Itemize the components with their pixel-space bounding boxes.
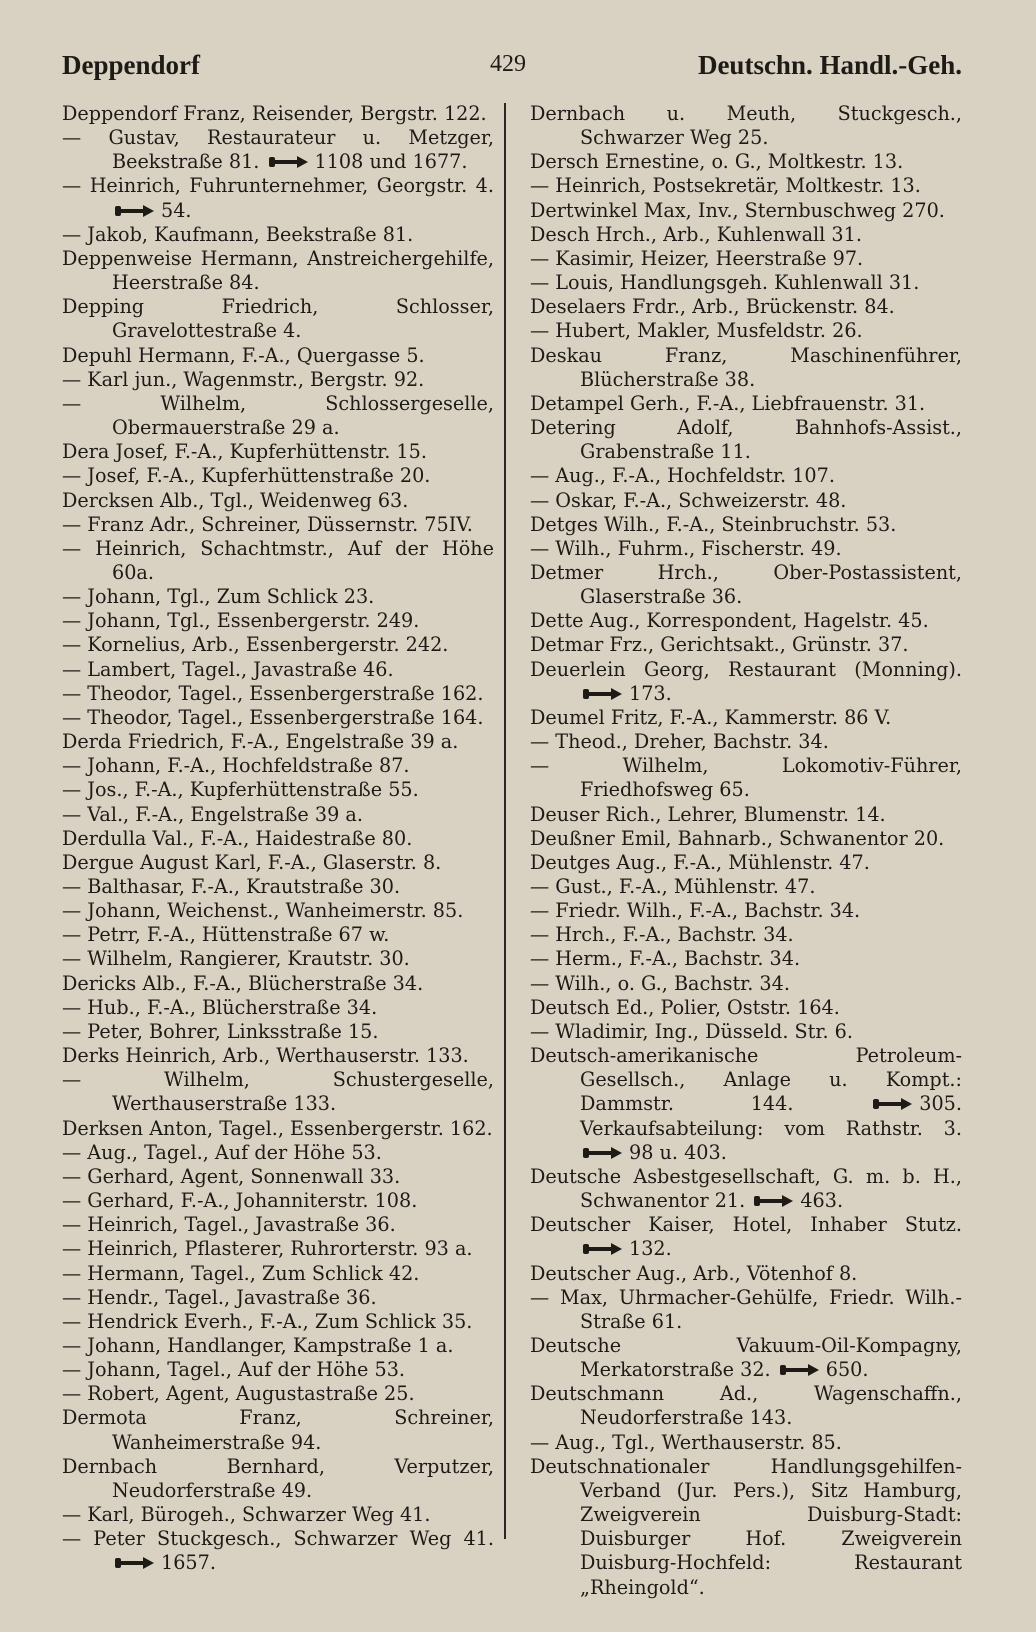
directory-entry [530,489,962,513]
telephone-icon [872,1097,914,1111]
directory-entry [62,947,494,971]
directory-entry [530,464,962,488]
directory-entry [62,754,494,778]
directory-entry [530,1431,962,1455]
directory-entry [62,1382,494,1406]
telephone-icon [582,1146,624,1160]
entry-text: Deumel Fritz, F.-A., Kammerstr. 86 V. [530,705,892,729]
directory-entry [530,633,962,657]
entry-text: — Balthasar, F.-A., Krautstraße 30. [62,875,401,898]
directory-entry [62,996,494,1020]
entry-text: — Josef, F.-A., Kupferhüttenstraße 20. [62,464,431,488]
directory-entry [62,803,494,827]
entry-text: — Herm., F.-A., Bachstr. 34. [530,947,801,971]
entry-text: Dernbach u. Meuth, Stuckgesch., Schwarzer Weg 25. [530,102,962,150]
telephone-number: 98 u. 403. [629,1140,727,1164]
page-header [62,50,962,84]
directory-entry [530,972,962,996]
entry-text: — Jakob, Kaufmann, Beekstraße 81. [62,222,414,246]
directory-entry [62,368,494,392]
entry-text: Deppendorf Franz, Reisender, Bergstr. 122. [62,102,487,125]
entry-text: — Hendr., Tagel., Javastraße 36. [62,1285,377,1309]
entry-text: — Franz Adr., Schreiner, Düssernstr. 75IV. [62,512,473,536]
entry-text: — Louis, Handlungsgeh. Kuhlenwall 31. [530,271,920,295]
entry-text: Deuerlein Georg, Restaurant (Monning). [530,657,962,681]
telephone-number: 54. [161,198,192,222]
entry-text: — Oskar, F.-A., Schweizerstr. 48. [530,488,847,512]
entry-text: Derdulla Val., F.-A., Haidestraße 80. [62,826,413,850]
directory-entry [530,706,962,730]
directory-entry [530,344,962,392]
directory-entry [62,851,494,875]
directory-entry [530,658,962,706]
directory-entry [62,440,494,464]
entry-text: Deutsche Asbestgesellschaft, G. m. b. H., Schwanentor 21. [530,1164,962,1213]
directory-entry [530,1165,962,1213]
entry-text: Deskau Franz, Maschinenführer, Blücherstraße 38. [530,343,962,391]
entry-text: — Max, Uhrmacher-Gehülfe, Friedr. Wilh.-Straße 61. [530,1285,962,1333]
telephone-number: 173. [629,681,672,705]
directory-entry [62,1141,494,1165]
directory-entry [530,102,962,150]
telephone-icon [582,1242,624,1256]
entry-text: — Wilhelm, Rangierer, Krautstr. 30. [62,947,410,971]
telephone-icon [114,204,156,218]
header-left-keyword: Deppendorf [62,50,201,80]
directory-entry [530,295,962,319]
directory-entry [530,1044,962,1165]
entry-text: Derks Heinrich, Arb., Werthauserstr. 133. [62,1044,469,1068]
directory-entry [62,778,494,802]
directory-entry [62,537,494,585]
directory-entry [530,875,962,899]
entry-text: Depping Friedrich, Schlosser, Gravelottestraße 4. [62,295,494,343]
entry-text: — Theodor, Tagel., Essenbergerstraße 164. [62,705,484,729]
entry-text: — Johann, Handlanger, Kampstraße 1 a. [62,1333,454,1357]
directory-entry [530,150,962,174]
directory-entry [62,1020,494,1044]
entry-text: Detges Wilh., F.-A., Steinbruchstr. 53. [530,512,897,536]
directory-entry [530,827,962,851]
directory-entry [62,1406,494,1454]
entry-text: — Theodor, Tagel., Essenbergerstraße 162. [62,681,484,705]
directory-entry [530,174,962,198]
directory-entry [62,923,494,947]
directory-entry [530,392,962,416]
entry-text: Deutschmann Ad., Wagenschaffn., Neudorferstraße 143. [530,1382,962,1430]
entry-text: — Wilh., Fuhrm., Fischerstr. 49. [530,536,842,560]
directory-entry [62,102,494,126]
directory-entry [530,271,962,295]
directory-entry [530,1213,962,1261]
entry-text: — Hub., F.-A., Blücherstraße 34. [62,995,378,1019]
entry-text: — Hubert, Makler, Musfeldstr. 26. [530,319,863,343]
entry-text: Deutsch Ed., Polier, Oststr. 164. [530,995,840,1019]
directory-entry [530,247,962,271]
directory-entry [62,899,494,923]
entry-text: — Lambert, Tagel., Javastraße 46. [62,657,394,681]
entry-text: Dernbach Bernhard, Verputzer, Neudorferstraße 49. [62,1454,494,1502]
directory-entry [62,247,494,295]
directory-entry [530,899,962,923]
directory-entry [62,730,494,754]
directory-entry [530,1020,962,1044]
entry-text: Deppenweise Hermann, Anstreichergehilfe, Heerstraße 84. [62,246,494,295]
entry-text: — Wilhelm, Schustergeselle, Werthauserstraße 133. [62,1068,494,1116]
entry-text: — Johann, Tagel., Auf der Höhe 53. [62,1358,405,1382]
directory-entry [530,851,962,875]
entry-text: — Peter Stuckgesch., Schwarzer Weg 41. [62,1527,494,1551]
entry-text: Deuser Rich., Lehrer, Blumenstr. 14. [530,802,886,826]
directory-entry [62,609,494,633]
entry-text: — Gerhard, Agent, Sonnenwall 33. [62,1164,401,1188]
entry-text: — Karl jun., Wagenmstr., Bergstr. 92. [62,367,425,391]
entry-text: Detampel Gerh., F.-A., Liebfrauenstr. 31. [530,391,926,415]
telephone-icon [114,1556,156,1570]
directory-entry [62,1310,494,1334]
directory-entry [530,609,962,633]
entry-text: Dera Josef, F.-A., Kupferhüttenstr. 15. [62,440,427,464]
entry-text: — Gerhard, F.-A., Johanniterstr. 108. [62,1189,418,1213]
entry-text: Deutges Aug., F.-A., Mühlenstr. 47. [530,850,870,874]
directory-entry [530,416,962,464]
directory-entry [62,633,494,657]
entry-text: — Karl, Bürogeh., Schwarzer Weg 41. [62,1503,431,1527]
directory-entry [62,972,494,996]
telephone-icon [753,1194,795,1208]
header-right-keyword: Deutschn. Handl.-Geh. [697,50,962,80]
telephone-icon [779,1363,821,1377]
column-divider [504,103,506,1539]
directory-entry [530,1382,962,1430]
entry-text: — Wilh., o. G., Bachstr. 34. [530,971,790,995]
directory-entry [530,537,962,561]
entry-text: — Robert, Agent, Augustastraße 25. [62,1382,415,1406]
entry-text: Depuhl Hermann, F.-A., Quergasse 5. [62,343,425,367]
entry-text: — Heinrich, Postsekretär, Moltkestr. 13. [530,174,921,198]
entry-text: Dersch Ernestine, o. G., Moltkestr. 13. [530,150,904,174]
left-column [62,102,494,1576]
entry-text: Detering Adolf, Bahnhofs-Assist., Grabenstraße 11. [530,416,962,464]
directory-entry [62,1286,494,1310]
entry-text: — Theod., Dreher, Bachstr. 34. [530,730,829,754]
directory-entry [62,513,494,537]
entry-text: — Hermann, Tagel., Zum Schlick 42. [62,1261,420,1285]
directory-entry [62,1044,494,1068]
entry-text: Deutscher Kaiser, Hotel, Inhaber Stutz. [530,1213,962,1237]
entry-text: Dericks Alb., F.-A., Blücherstraße 34. [62,971,424,995]
directory-entry [530,730,962,754]
directory-entry [62,1237,494,1261]
entry-text: — Petrr, F.-A., Hüttenstraße 67 w. [62,923,390,947]
entry-text: — Wladimir, Ing., Düsseld. Str. 6. [530,1019,853,1043]
directory-entry [530,1334,962,1382]
directory-entry [62,1527,494,1575]
entry-text: — Heinrich, Fuhrunternehmer, Georgstr. 4. [62,174,494,198]
entry-text: — Kasimir, Heizer, Heerstraße 97. [530,246,864,270]
entry-text: Deutsch-amerikanische Petroleum-Gesellsch., Anlage u. Kompt.: Dammstr. 144. [530,1044,962,1116]
entry-text: Deußner Emil, Bahnarb., Schwanentor 20. [530,826,945,850]
entry-text: — Val., F.-A., Engelstraße 39 a. [62,802,363,826]
directory-entry [62,1503,494,1527]
entry-text: Derda Friedrich, F.-A., Engelstraße 39 a. [62,730,459,754]
directory-entry [62,658,494,682]
directory-entry [530,513,962,537]
entry-text: — Gustav, Restaurateur u. Metzger, Beekstraße 81. [62,126,494,174]
directory-entry [530,754,962,802]
entry-text: — Wilhelm, Lokomotiv-Führer, Friedhofsweg 65. [530,754,962,802]
directory-entry [62,875,494,899]
directory-entry [62,1455,494,1503]
entry-text: Deselaers Frdr., Arb., Brückenstr. 84. [530,295,895,319]
telephone-number: 305. [919,1092,962,1116]
entry-text: — Jos., F.-A., Kupferhüttenstraße 55. [62,778,419,802]
directory-entry [530,803,962,827]
entry-text: Derksen Anton, Tagel., Essenbergerstr. 162. [62,1116,493,1140]
entry-text: — Johann, Tgl., Essenbergerstr. 249. [62,609,420,633]
entry-text-continued: Verkaufsabteilung: vom Rathstr. 3. [580,1116,962,1140]
entry-text: Dergue August Karl, F.-A., Glaserstr. 8. [62,850,442,874]
entry-text: Detmer Hrch., Ober-Postassistent, Glaserstraße 36. [530,560,962,609]
directory-entry [62,1262,494,1286]
entry-text: — Friedr. Wilh., F.-A., Bachstr. 34. [530,899,861,923]
entry-text: Desch Hrch., Arb., Kuhlenwall 31. [530,222,862,246]
entry-text: — Johann, Weichenst., Wanheimerstr. 85. [62,899,464,923]
directory-entry [530,1286,962,1334]
entry-text: — Heinrich, Schachtmstr., Auf der Höhe 60a. [62,536,494,584]
right-column [530,102,962,1600]
entry-text: — Peter, Bohrer, Linksstraße 15. [62,1019,379,1043]
entry-text: Dertwinkel Max, Inv., Sternbuschweg 270. [530,198,945,222]
directory-entry [62,1358,494,1382]
entry-text: — Heinrich, Tagel., Javastraße 36. [62,1213,396,1237]
telephone-icon [268,155,310,169]
entry-text: Deutschnationaler Handlungsgehilfen-Verband (Jur. Pers.), Sitz Hamburg, Zweigverein Duisburg-Stadt: Duisburger Hof. Zweigverein Duisburg-Hochfeld: Restaurant „Rheingold“. [530,1454,962,1599]
entry-text: — Johann, Tgl., Zum Schlick 23. [62,585,375,609]
directory-entry [530,996,962,1020]
entry-text: — Aug., Tgl., Werthauserstr. 85. [530,1430,842,1454]
telephone-number: 1108 und 1677. [314,150,468,174]
entry-text: Dercksen Alb., Tgl., Weidenweg 63. [62,488,409,512]
entry-text: Deutsche Vakuum-Oil-Kompagny, Merkatorstraße 32. [530,1333,962,1382]
directory-entry [62,1117,494,1141]
directory-entry [62,1189,494,1213]
directory-entry [62,1213,494,1237]
directory-entry [62,392,494,440]
telephone-icon [582,687,624,701]
telephone-number: 650. [825,1358,869,1382]
telephone-number: 132. [629,1237,672,1261]
directory-entry [62,489,494,513]
entry-text: — Kornelius, Arb., Essenbergerstr. 242. [62,633,449,657]
directory-entry [62,223,494,247]
entry-text: — Hendrick Everh., F.-A., Zum Schlick 35. [62,1309,473,1333]
directory-entry [530,561,962,609]
directory-entry [62,174,494,222]
entry-text: Dermota Franz, Schreiner, Wanheimerstraße 94. [62,1406,494,1454]
directory-entry [62,1165,494,1189]
entry-text: Detmar Frz., Gerichtsakt., Grünstr. 37. [530,633,909,657]
directory-entry [62,585,494,609]
entry-text: Deutscher Aug., Arb., Vötenhof 8. [530,1261,858,1285]
directory-entry [530,923,962,947]
directory-entry [62,827,494,851]
directory-entry [530,319,962,343]
directory-entry [62,1068,494,1116]
directory-entry [530,1262,962,1286]
directory-entry [62,1334,494,1358]
entry-text: — Wilhelm, Schlossergeselle, Obermauerstraße 29 a. [62,391,494,440]
telephone-number: 1657. [161,1551,216,1575]
entry-text: — Hrch., F.-A., Bachstr. 34. [530,923,794,947]
directory-entry [62,682,494,706]
entry-text: — Aug., Tagel., Auf der Höhe 53. [62,1140,382,1164]
entry-text: — Gust., F.-A., Mühlenstr. 47. [530,875,816,898]
page-number: 429 [490,51,526,77]
entry-text: — Aug., F.-A., Hochfeldstr. 107. [530,464,835,488]
directory-entry [62,464,494,488]
directory-entry [530,199,962,223]
directory-entry [62,295,494,343]
directory-entry [530,947,962,971]
telephone-number: 463. [800,1189,844,1213]
directory-entry [62,126,494,174]
directory-entry [62,706,494,730]
entry-text: Dette Aug., Korrespondent, Hagelstr. 45. [530,609,929,633]
entry-text: — Johann, F.-A., Hochfeldstraße 87. [62,754,410,778]
entry-text: — Heinrich, Pflasterer, Ruhrorterstr. 93 a. [62,1237,473,1261]
directory-entry [530,223,962,247]
directory-entry [530,1455,962,1600]
directory-entry [62,344,494,368]
